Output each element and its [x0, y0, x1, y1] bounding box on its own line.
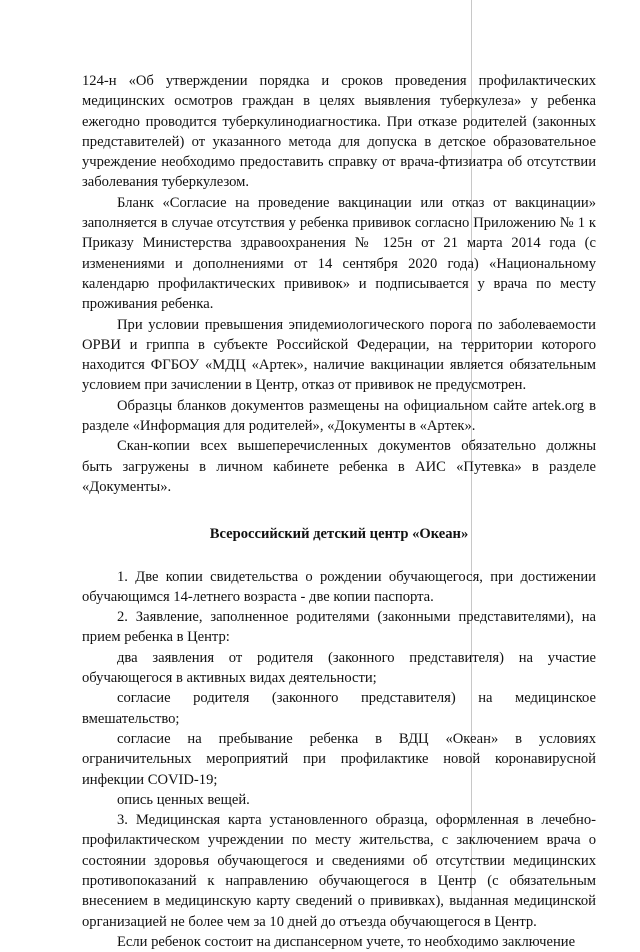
sub-item-covid-consent: согласие на пребывание ребенка в ВДЦ «Океан» в условиях ограничительных мероприятий при профилактике новой коронавирусной инфекции COVID-19;	[82, 730, 596, 788]
section-heading: Всероссийский детский центр «Океан»	[209, 526, 469, 543]
list-item-application: 2. Заявление, заполненное родителями (законными представителями), на прием ребенка в Центр:	[82, 609, 596, 646]
list-item-birth-certificate: 1. Две копии свидетельства о рождении обучающегося, при достижении обучающимся 14-летнего возраста - две копии паспорта.	[82, 568, 596, 605]
paragraph-scan-copies: Скан-копии всех вышеперечисленных документов обязательно должны быть загружены в личном кабинете ребенка в АИС «Путевка» в разделе «Документы».	[82, 438, 596, 495]
sub-item-medical-consent: согласие родителя (законного представителя) на медицинское вмешательство;	[82, 690, 596, 727]
sub-item-active-activities: два заявления от родителя (законного представителя) на участие обучающегося в активных видах деятельности;	[82, 649, 596, 687]
list-item-medical-card: 3. Медицинская карта установленного образца, оформленная в лечебно-профилактическом учреждении по месту жительства, с заключением врача о состоянии здоровья обучающегося и сведениями об отсутствии медицинских противопоказаний к направлению обучающегося в Центр (с обязательным внесением в медицинскую карту сведений о прививках), выданная медицинской организацией не более чем за 10 дней до отъезда обучающегося в Центр.	[82, 812, 596, 930]
paragraph-vaccination-form: Бланк «Согласие на проведение вакцинации или отказ от вакцинации» заполняется в случае отсутствия у ребенка прививок согласно Приложению № 1 к Приказу Министерства здравоохранения № 125н от 21 марта 2014 года (с изменениями и дополнениями от 14 сентября 2020 года) «Национальному календарю профилактических прививок» и подписывается у врача по месту проживания ребенка.	[82, 194, 596, 313]
paragraph-epidemic-threshold: При условии превышения эпидемиологического порога по заболеваемости ОРВИ и гриппа в субъекте Российской Федерации, на территории которого находится ФГБОУ «МДЦ «Артек», наличие вакцинации является обязательным условием при зачислении в Центр, отказ от прививок не предусмотрен.	[82, 316, 596, 394]
paragraph-tuberculosis: 124-н «Об утверждении порядка и сроков проведения профилактических медицинских осмотров граждан в целях выявления туберкулеза» у ребенка ежегодно проводится туберкулинодиагностика. При отказе родителей (законных представителей) от указанного метода для допуска в детское образовательное учреждение необходимо предоставить справку от врача-фтизиатра об отсутствии заболевания туберкулезом.	[82, 73, 596, 191]
document-body	[82, 71, 596, 952]
paragraph-form-samples: Образцы бланков документов размещены на официальном сайте artek.org в разделе «Информация для родителей», «Документы в «Артек».	[82, 397, 596, 435]
sub-item-valuables-inventory: опись ценных вещей.	[117, 791, 250, 808]
list-item-dispensary: Если ребенок состоит на диспансерном учете, то необходимо заключение	[117, 933, 576, 950]
